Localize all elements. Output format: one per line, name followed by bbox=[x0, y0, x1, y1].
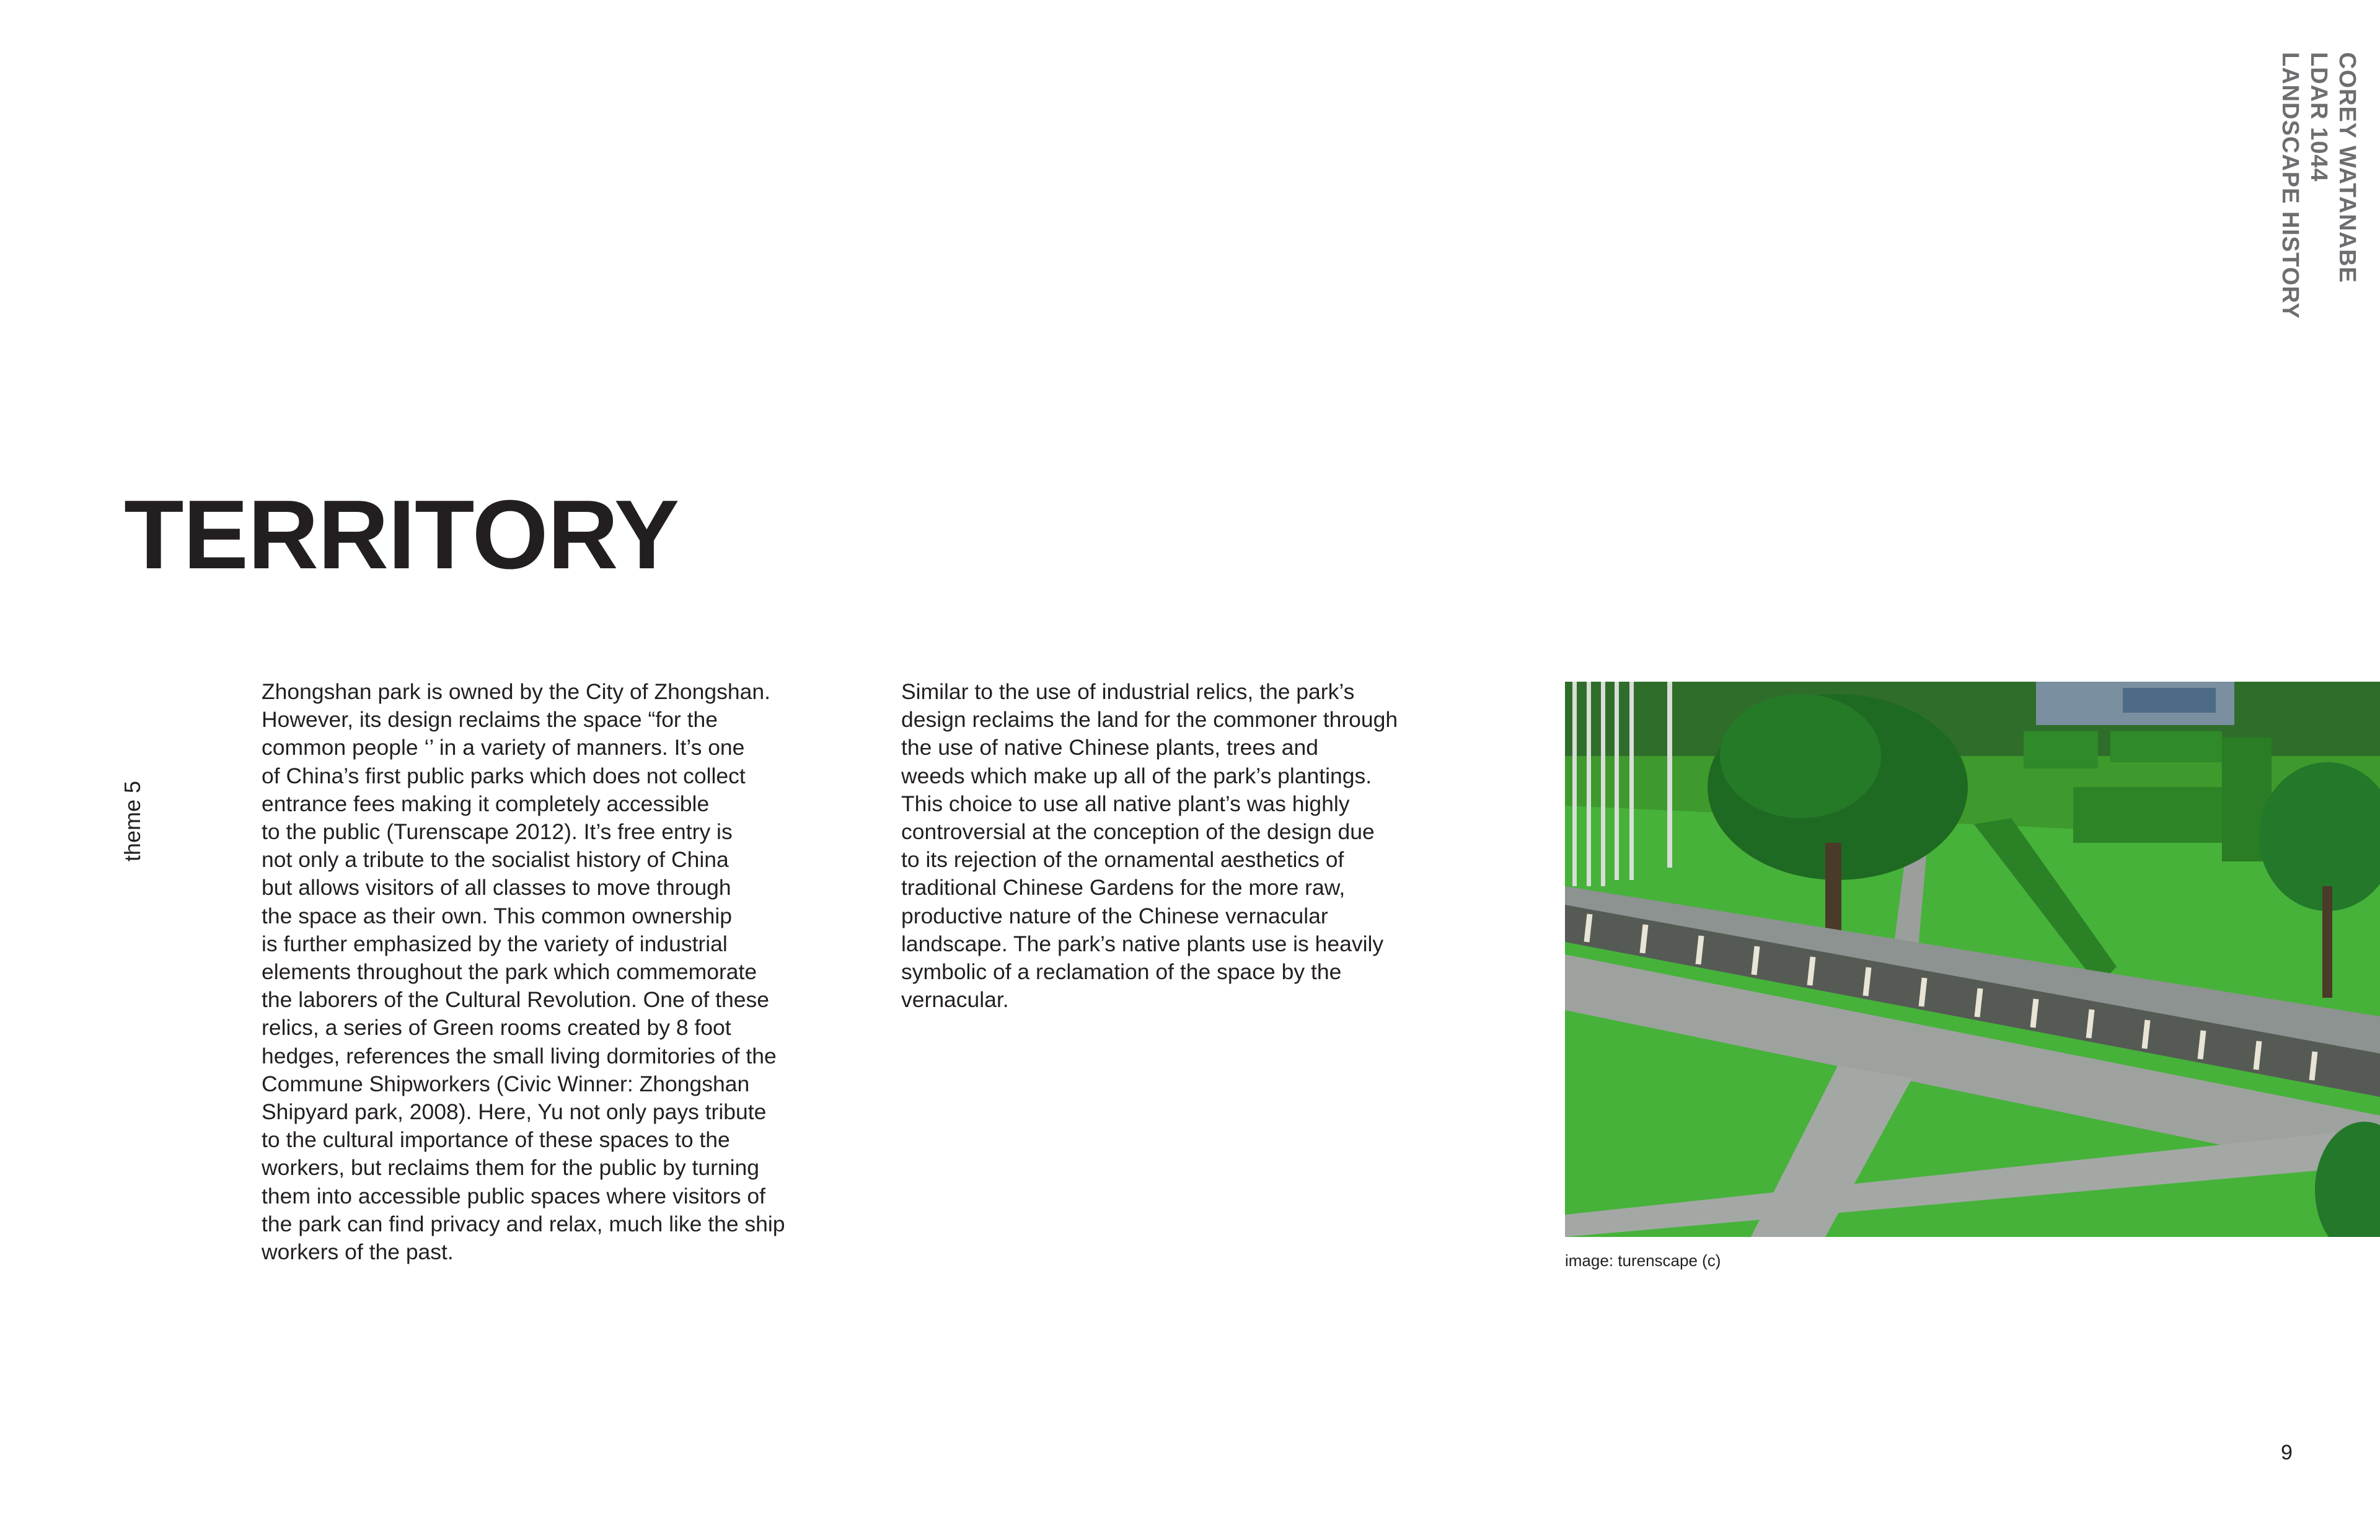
body-column-2 bbox=[901, 678, 1398, 1014]
text-line: workers, but reclaims them for the public by turning bbox=[262, 1155, 760, 1181]
body-column-1 bbox=[262, 678, 785, 1266]
text-line: traditional Chinese Gardens for the more raw, bbox=[901, 875, 1346, 900]
header-course: LDAR 1044 bbox=[2306, 52, 2332, 182]
text-line: Similar to the use of industrial relics, the park’s bbox=[901, 679, 1355, 704]
park-photo-illustration bbox=[1565, 682, 2380, 1237]
text-line: to the public (Turenscape 2012). It’s free entry is bbox=[262, 819, 733, 845]
text-line: vernacular. bbox=[901, 987, 1009, 1013]
text-line: symbolic of a reclamation of the space by the bbox=[901, 959, 1342, 985]
text-line: Zhongshan park is owned by the City of Zhongshan. bbox=[262, 679, 770, 704]
text-line: Shipyard park, 2008). Here, Yu not only pays tribute bbox=[262, 1099, 767, 1125]
header-author: COREY WATANABE bbox=[2334, 52, 2360, 283]
page-title: TERRITORY bbox=[124, 480, 679, 589]
text-line: to its rejection of the ornamental aesthetics of bbox=[901, 847, 1344, 873]
text-line: but allows visitors of all classes to move through bbox=[262, 875, 731, 900]
text-line: controversial at the conception of the design due bbox=[901, 819, 1375, 845]
text-line: the use of native Chinese plants, trees and bbox=[901, 735, 1318, 760]
text-line: productive nature of the Chinese vernacular bbox=[901, 903, 1328, 928]
text-line: This choice to use all native plant’s was highly bbox=[901, 791, 1350, 816]
text-line: to the cultural importance of these spaces to the bbox=[262, 1127, 730, 1153]
text-line: entrance fees making it completely accessible bbox=[262, 791, 710, 816]
text-line: the space as their own. This common ownership bbox=[262, 903, 733, 928]
theme-label: theme 5 bbox=[120, 781, 145, 862]
text-line: is further emphasized by the variety of industrial bbox=[262, 931, 728, 956]
text-line: However, its design reclaims the space “for the bbox=[262, 707, 718, 733]
page-number: 9 bbox=[2281, 1441, 2293, 1464]
text-line: them into accessible public spaces where visitors of bbox=[262, 1183, 765, 1208]
text-line: design reclaims the land for the commoner through bbox=[901, 707, 1398, 733]
text-line: workers of the past. bbox=[262, 1239, 454, 1265]
text-line: common people ‘’ in a variety of manners. It’s one bbox=[262, 735, 745, 760]
text-line: Commune Shipworkers (Civic Winner: Zhongshan bbox=[262, 1071, 750, 1096]
text-line: the park can find privacy and relax, much like the ship bbox=[262, 1211, 785, 1236]
text-line: weeds which make up all of the park’s plantings. bbox=[901, 763, 1372, 788]
text-line: elements throughout the park which commemorate bbox=[262, 959, 757, 985]
image-caption: image: turenscape (c) bbox=[1565, 1251, 1721, 1270]
park-photo bbox=[1565, 682, 2380, 1237]
text-line: the laborers of the Cultural Revolution. One of these bbox=[262, 987, 769, 1013]
running-header bbox=[2276, 52, 2361, 319]
text-line: hedges, references the small living dormitories of the bbox=[262, 1043, 777, 1068]
text-line: of China’s first public parks which does not collect bbox=[262, 763, 746, 788]
text-line: landscape. The park’s native plants use is heavily bbox=[901, 931, 1384, 956]
text-line: not only a tribute to the socialist history of China bbox=[262, 847, 729, 873]
header-subject: LANDSCAPE HISTORY bbox=[2277, 52, 2303, 319]
text-line: relics, a series of Green rooms created by 8 foot bbox=[262, 1015, 731, 1041]
